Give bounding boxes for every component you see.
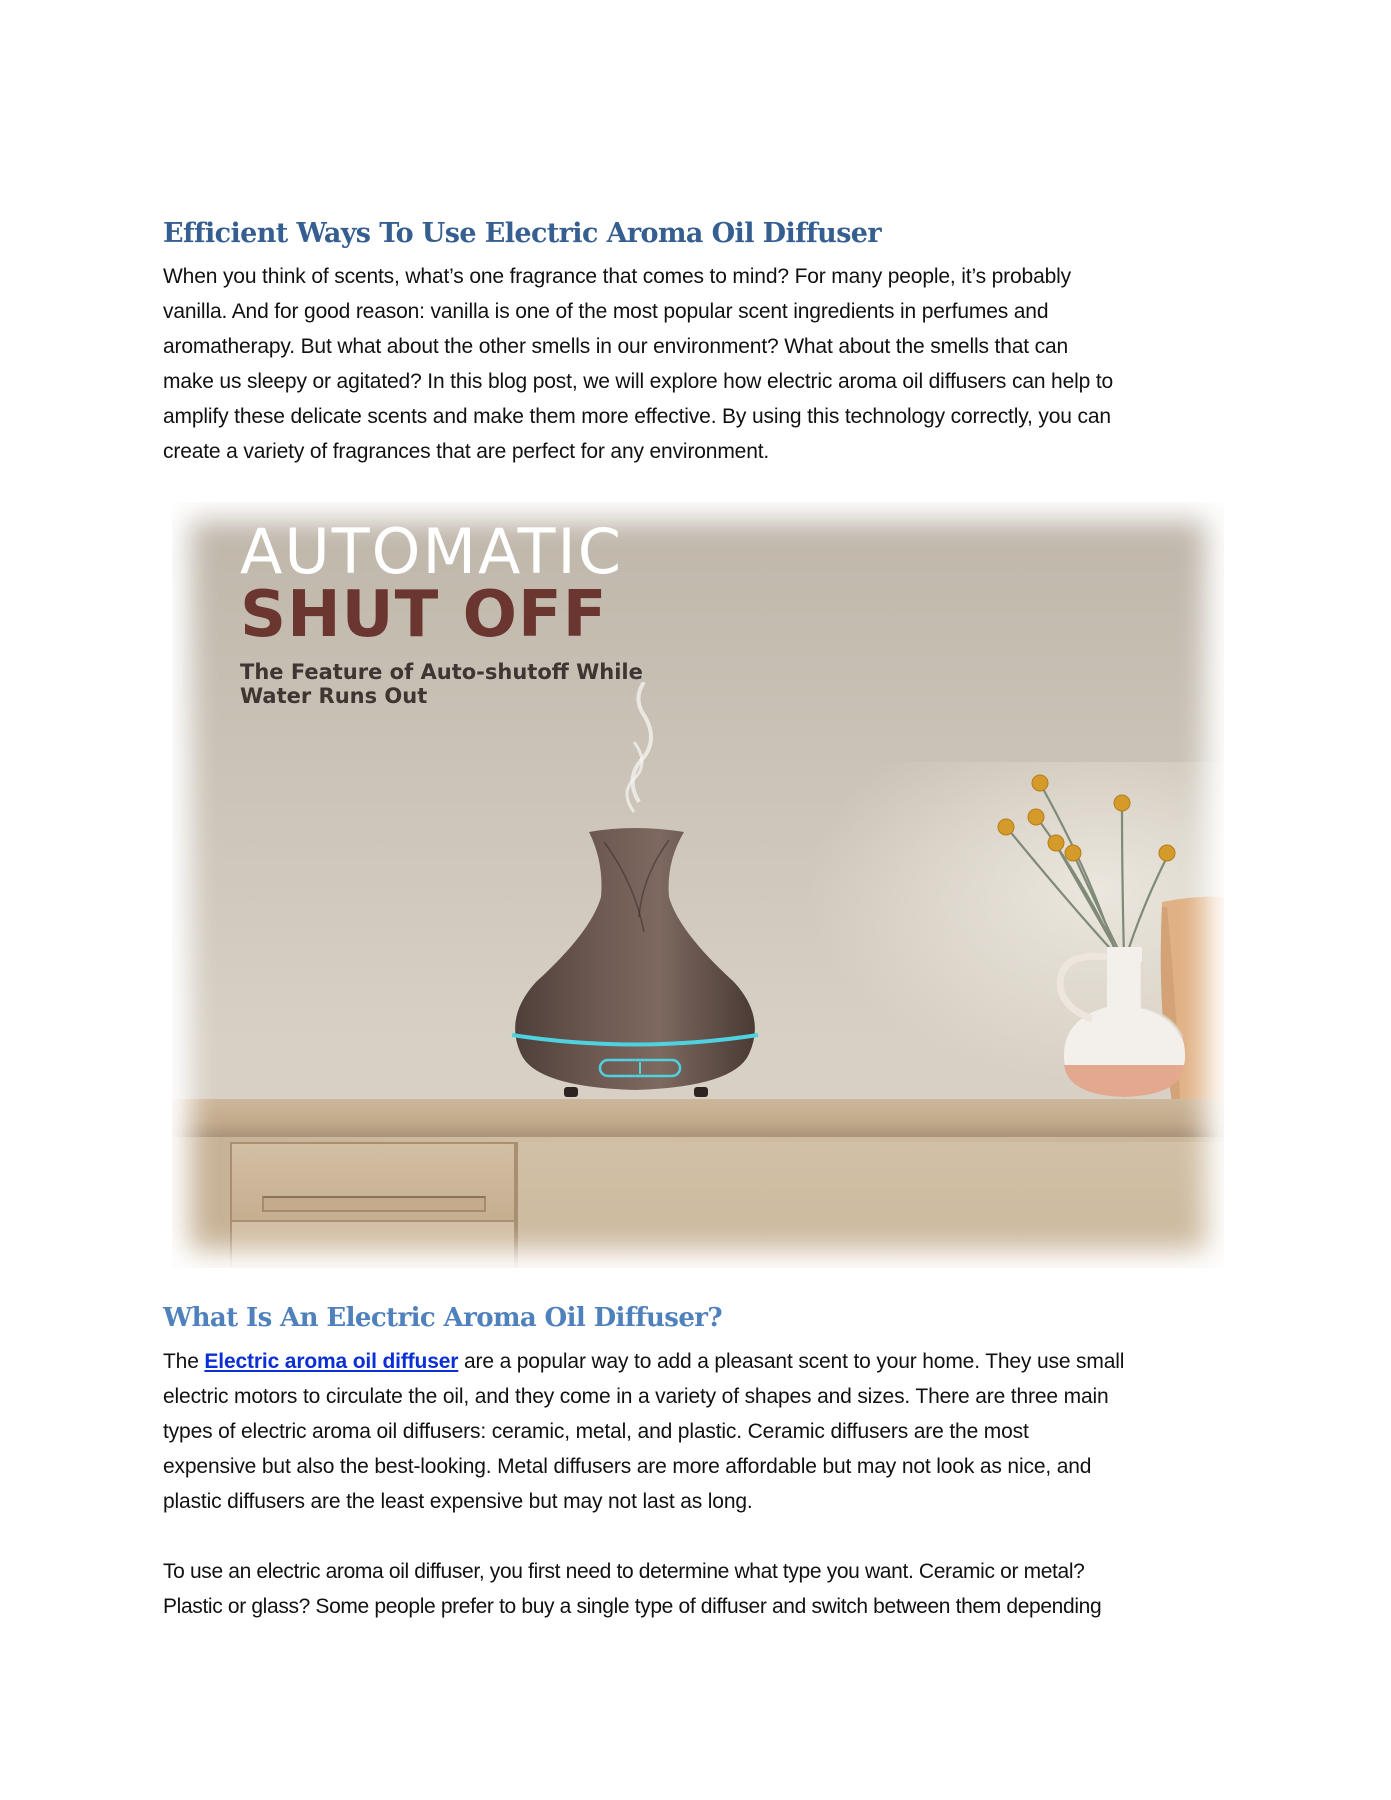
paragraph-line: types of electric aroma oil diffusers: ceramic, metal, and plastic. Ceramic diffusers are the most <box>163 1420 1029 1443</box>
electric-aroma-oil-diffuser-link[interactable]: Electric aroma oil diffuser <box>204 1350 459 1373</box>
intro-line: aromatherapy. But what about the other smells in our environment? What about the smells that can <box>163 335 1069 358</box>
paragraph-line: To use an electric aroma oil diffuser, you first need to determine what type you want. Ceramic or metal? <box>163 1560 1085 1583</box>
paragraph-line: Plastic or glass? Some people prefer to buy a single type of diffuser and switch between them depending <box>163 1595 1102 1618</box>
hero-image <box>172 502 1224 1268</box>
intro-line: When you think of scents, what’s one fragrance that comes to mind? For many people, it’s probably <box>163 265 1071 288</box>
cabinet-drawer <box>230 1142 516 1222</box>
hero-caption-line: The Feature of Auto-shutoff While <box>240 660 643 684</box>
aroma-diffuser-illustration <box>494 682 776 1102</box>
drawer-handle <box>262 1196 486 1212</box>
paragraph-line-with-link <box>163 1344 1124 1379</box>
paragraph-line: expensive but also the best-looking. Metal diffusers are more affordable but may not look as nice, and <box>163 1455 1092 1478</box>
line-suffix: are a popular way to add a pleasant scent to your home. They use small <box>458 1350 1125 1373</box>
hero-caption-line: Water Runs Out <box>240 684 428 708</box>
intro-paragraph <box>163 259 1113 469</box>
cabinet-drawer <box>230 1220 516 1268</box>
intro-line: create a variety of fragrances that are perfect for any environment. <box>163 440 770 463</box>
line-prefix: The <box>163 1350 205 1373</box>
hero-headline-automatic: AUTOMATIC <box>240 515 624 588</box>
paragraph-line: plastic diffusers are the least expensive but may not last as long. <box>163 1490 753 1513</box>
section-heading: What Is An Electric Aroma Oil Diffuser? <box>163 1303 723 1333</box>
paragraph-line: electric motors to circulate the oil, and they come in a variety of shapes and sizes. There are three main <box>163 1385 1109 1408</box>
hero-headline-shut-off: SHUT OFF <box>240 578 608 652</box>
intro-line: make us sleepy or agitated? In this blog post, we will explore how electric aroma oil diffusers can help to <box>163 370 1114 393</box>
cabinet-door <box>516 1142 1224 1268</box>
intro-line: amplify these delicate scents and make them more effective. By using this technology correctly, you can <box>163 405 1111 428</box>
section-paragraph-2 <box>163 1554 1101 1624</box>
intro-line: vanilla. And for good reason: vanilla is one of the most popular scent ingredients in perfumes and <box>163 300 1049 323</box>
section-paragraph-1 <box>163 1344 1124 1519</box>
hero-headline <box>240 515 643 708</box>
page-title: Efficient Ways To Use Electric Aroma Oil Diffuser <box>163 218 881 249</box>
cabinet-top-surface <box>172 1099 1224 1137</box>
vase-with-flowers-illustration <box>972 757 1224 1102</box>
